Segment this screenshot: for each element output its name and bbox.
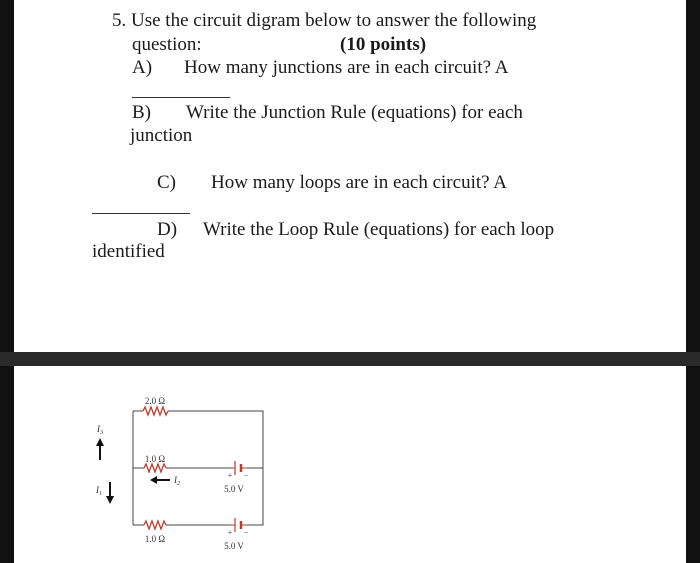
- part-a-text: How many junctions are in each circuit? A: [184, 57, 509, 78]
- circuit-diagram: [80, 380, 280, 555]
- left-frame-border: [0, 0, 14, 563]
- part-c-text: How many loops are in each circuit? A: [211, 172, 507, 193]
- current-i2-label: $I_2$: [174, 475, 180, 487]
- part-a-label: A): [132, 57, 153, 78]
- battery-bottom-minus: −: [243, 528, 249, 537]
- battery-middle-plus: +: [227, 471, 233, 480]
- resistor-middle: [144, 464, 166, 472]
- part-c-answer-blank: [92, 213, 190, 214]
- current-arrow-i2: [150, 476, 170, 484]
- battery-bottom-plus: +: [227, 528, 233, 537]
- part-c-label: C): [157, 172, 176, 193]
- current-arrow-i3: [96, 438, 104, 460]
- section-divider: [0, 352, 700, 366]
- question-line-1: 5. Use the circuit digram below to answer the following: [112, 10, 537, 31]
- resistor-top: [143, 407, 168, 415]
- points-label: (10 points): [340, 34, 427, 55]
- battery-middle-label: 5.0 V: [224, 484, 244, 494]
- resistor-bottom: [144, 521, 166, 529]
- current-arrow-i1: [106, 482, 114, 504]
- resistor-top-label: 2.0 Ω: [144, 396, 166, 406]
- part-d-text: Write the Loop Rule (equations) for each loop: [203, 219, 555, 240]
- part-b-label: B): [132, 102, 151, 123]
- battery-bottom-label: 5.0 V: [224, 541, 244, 551]
- resistor-bottom-label: 1.0 Ω: [144, 534, 166, 544]
- battery-middle-minus: −: [243, 471, 249, 480]
- part-b-text: Write the Junction Rule (equations) for each: [186, 102, 523, 123]
- part-a-answer-blank: [132, 97, 230, 98]
- question-line-2: question:: [132, 34, 202, 55]
- part-b-continuation: junction: [130, 125, 193, 146]
- part-d-continuation: identified: [92, 241, 165, 262]
- right-frame-border: [686, 0, 700, 563]
- resistor-middle-label: 1.0 Ω: [144, 454, 166, 464]
- current-i1-label: $I_1$: [96, 485, 102, 497]
- current-i3-label: $I_3$: [97, 424, 103, 436]
- part-d-label: D): [157, 219, 178, 240]
